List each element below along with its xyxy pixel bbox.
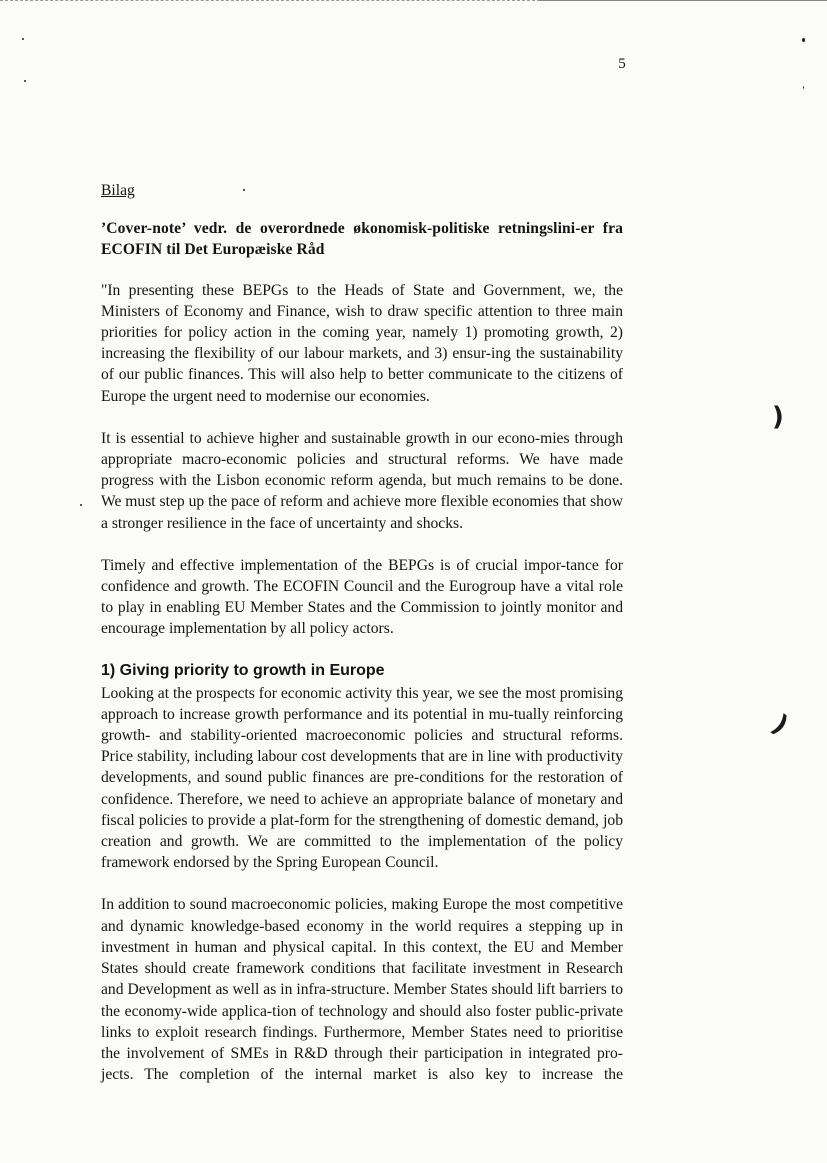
punch-hole-mark-upper: ) [772, 402, 784, 432]
annex-label: Bilag [101, 182, 135, 199]
punch-hole-mark-lower: ) [766, 709, 794, 741]
scan-speck [802, 38, 805, 42]
intro-paragraph-1: "In presenting these BEPGs to the Heads of State and Government, we, the Ministers of Economy and Finance, wish to draw specific attention to three main priorities for policy action in the coming year, namely 1) promoting growth, 2) increasing the flexibility of our labour markets, and 3) ensur-ing the sustainability of our public finances. This will also help to better communicate to the citizens of Europe the urgent need to modernise our economies. [101, 281, 623, 405]
scan-speck [80, 504, 82, 506]
scan-top-edge [0, 0, 540, 3]
section-heading: 1) Giving priority to growth in Europe [101, 661, 385, 679]
section-paragraph-1: Looking at the prospects for economic activity this year, we see the most promising approach to increase growth performance and its potential in mu-tually reinforcing growth- and stability-oriented macroeconomic policies and structural reforms. Price stability, including labour cost developments that are in line with productivity developments, and sound public finances are pre-conditions for the restoration of confidence. Therefore, we need to achieve an appropriate balance of monetary and fiscal policies to provide a plat-form for the strengthening of domestic demand, job creation and growth. We are committed to the implementation of the policy framework endorsed by the Spring European Council. [101, 684, 623, 872]
intro-paragraph-2: It is essential to achieve higher and sustainable growth in our econo-mies through appropriate macro-economic policies and structural reforms. We have made progress with the Lisbon economic reform agenda, but much remains to be done. We must step up the pace of reform and achieve more flexible economies that show a stronger resilience in the face of uncertainty and shocks. [101, 429, 623, 532]
document-body [101, 180, 623, 1085]
scan-speck [24, 80, 26, 82]
cover-note-title: ’Cover-note’ vedr. de overordnede økonomisk-politiske retningslini-er fra ECOFIN til Det Europæiske Råd [101, 220, 623, 259]
scan-speck [22, 38, 24, 40]
section-paragraph-2: In addition to sound macroeconomic policies, making Europe the most competitive and dynamic knowledge-based economy in the world requires a stepping up in investment in human and physical capital. In this context, the EU and Member States should create framework conditions that facilitate investment in Research and Development as well as in infra-structure. Member States should lift barriers to the economy-wide applica-tion of technology and should also foster public-private links to exploit research findings. Furthermore, Member States need to prioritise the involvement of SMEs in R&D through their participation in integrated pro-jects. The completion of the internal market is also key to increase the [101, 896, 623, 1084]
intro-paragraph-3: Timely and effective implementation of the BEPGs is of crucial impor-tance for confidence and growth. The ECOFIN Council and the Eurogroup have a vital role to play in enabling EU Member States and the Commission to jointly monitor and encourage implementation by all policy actors. [101, 556, 623, 638]
scan-top-edge-right [540, 0, 827, 2]
page-number: 5 [618, 56, 626, 72]
scan-speck [803, 86, 804, 89]
